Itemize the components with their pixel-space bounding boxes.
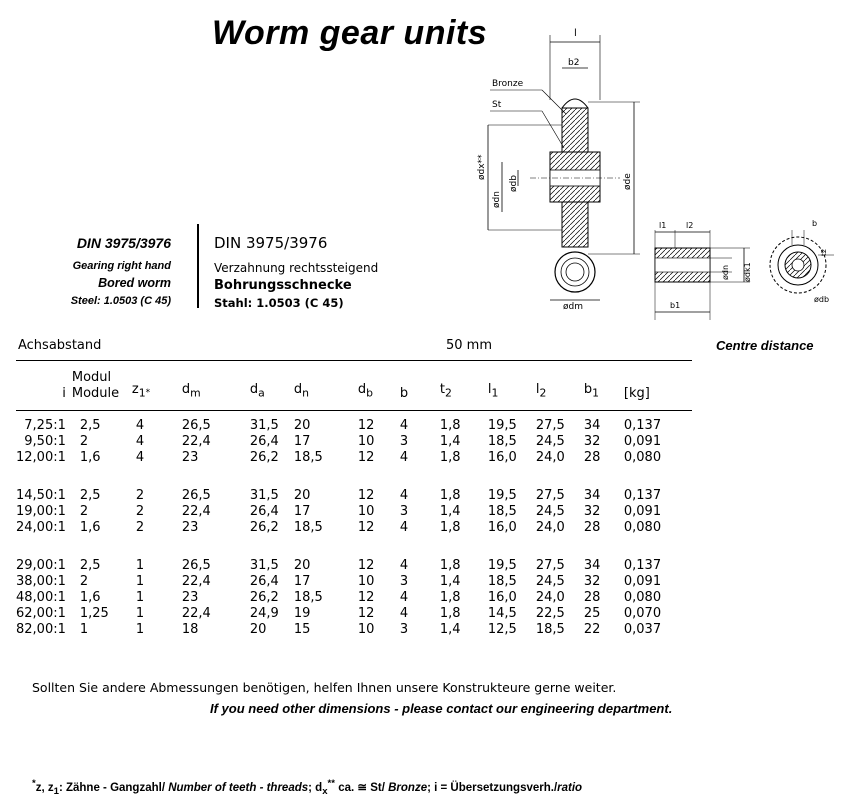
label-dn1: ødn <box>721 264 730 280</box>
table-cell: 17 <box>293 434 311 449</box>
table-cell: 1 <box>135 574 145 589</box>
table-cell: 2 <box>79 574 89 589</box>
table-row <box>16 418 678 434</box>
table-cell: 26,2 <box>249 590 279 605</box>
table-cell: 24,0 <box>535 590 565 605</box>
table-cell: 19,5 <box>487 488 517 503</box>
table-cell: 12 <box>357 606 375 621</box>
table-cell: 12 <box>357 418 375 433</box>
table-cell: 31,5 <box>249 558 279 573</box>
table-cell: 27,5 <box>535 558 565 573</box>
table-cell: 17 <box>293 504 311 519</box>
label-dk1: ødk1 <box>743 262 752 282</box>
label-l2: l2 <box>686 221 694 230</box>
table-cell: 31,5 <box>249 488 279 503</box>
table-cell: 4 <box>399 450 409 465</box>
label-db2: ødb <box>814 295 830 304</box>
col-t2: $t_2$ <box>439 382 452 400</box>
table-cell: 16,0 <box>487 520 517 535</box>
table-cell: 82,00:1 <box>16 622 66 637</box>
note-en: If you need other dimensions - please contact our engineering department. <box>210 701 673 716</box>
table-cell: 62,00:1 <box>16 606 66 621</box>
table-cell: 1,8 <box>439 606 461 621</box>
spec-en-product: Bored worm <box>98 276 171 290</box>
table-cell: 0,080 <box>623 590 662 605</box>
table-cell: 1,4 <box>439 434 461 449</box>
table-cell: 1,25 <box>79 606 109 621</box>
table-cell: 2,5 <box>79 558 101 573</box>
centre-distance-value: 50 mm <box>446 338 493 353</box>
table-cell: 9,50:1 <box>24 434 66 449</box>
table-cell: 12 <box>357 488 375 503</box>
table-cell: 26,4 <box>249 504 279 519</box>
label-st: St <box>492 100 502 110</box>
table-cell: 1 <box>79 622 89 637</box>
table-cell: 0,080 <box>623 520 662 535</box>
col-module: Modul Module <box>71 370 120 401</box>
table-header-row <box>16 368 678 402</box>
rule-header <box>16 410 692 411</box>
table-cell: 38,00:1 <box>16 574 66 589</box>
table-cell: 18,5 <box>293 450 323 465</box>
note-de: Sollten Sie andere Abmessungen benötigen, helfen Ihnen unsere Konstrukteure gerne weiter. <box>32 680 617 695</box>
table-cell: 23 <box>181 590 199 605</box>
table-cell: 12 <box>357 590 375 605</box>
divider-vertical <box>197 224 199 308</box>
table-cell: 12 <box>357 450 375 465</box>
label-b1: b1 <box>670 301 681 310</box>
spec-en-gearing: Gearing right hand <box>72 260 171 272</box>
table-row <box>16 558 678 574</box>
table-row <box>16 488 678 504</box>
table-cell: 10 <box>357 434 375 449</box>
table-cell: 4 <box>399 590 409 605</box>
table-cell: 26,2 <box>249 520 279 535</box>
table-cell: 19,5 <box>487 558 517 573</box>
table-cell: 26,5 <box>181 558 211 573</box>
label-db: ødb <box>509 175 519 192</box>
table-cell: 1 <box>135 558 145 573</box>
table-cell: 19 <box>293 606 311 621</box>
table-cell: 18,5 <box>293 520 323 535</box>
spec-de-standard: DIN 3975/3976 <box>214 234 328 252</box>
spec-en-standard: DIN 3975/3976 <box>76 235 171 251</box>
col-b: b <box>399 386 409 401</box>
table-cell: 48,00:1 <box>16 590 66 605</box>
table-cell: 3 <box>399 622 409 637</box>
table-cell: 34 <box>583 418 601 433</box>
col-l1: $l_1$ <box>487 382 499 400</box>
table-cell: 31,5 <box>249 418 279 433</box>
table-cell: 29,00:1 <box>16 558 66 573</box>
table-cell: 10 <box>357 622 375 637</box>
table-cell: 2 <box>135 520 145 535</box>
table-cell: 3 <box>399 574 409 589</box>
table-cell: 28 <box>583 520 601 535</box>
table-cell: 24,5 <box>535 504 565 519</box>
table-cell: 2 <box>79 504 89 519</box>
table-cell: 32 <box>583 574 601 589</box>
table-cell: 28 <box>583 590 601 605</box>
table-cell: 1,8 <box>439 590 461 605</box>
table-cell: 0,070 <box>623 606 662 621</box>
col-dm: $d_m$ <box>181 382 201 400</box>
table-cell: 18,5 <box>487 504 517 519</box>
table-cell: 1,8 <box>439 418 461 433</box>
table-cell: 26,5 <box>181 488 211 503</box>
centre-distance-label-de: Achsabstand <box>18 338 102 353</box>
table-cell: 7,25:1 <box>24 418 66 433</box>
table-cell: 16,0 <box>487 590 517 605</box>
table-cell: 1,6 <box>79 450 101 465</box>
table-cell: 4 <box>399 558 409 573</box>
label-l: l <box>574 28 577 39</box>
table-cell: 18,5 <box>535 622 565 637</box>
table-cell: 23 <box>181 450 199 465</box>
table-cell: 1,8 <box>439 558 461 573</box>
table-cell: 2 <box>79 434 89 449</box>
table-cell: 24,5 <box>535 574 565 589</box>
table-cell: 4 <box>399 488 409 503</box>
label-de: øde <box>623 173 633 190</box>
table-cell: 32 <box>583 434 601 449</box>
data-table <box>16 368 678 638</box>
table-cell: 4 <box>399 520 409 535</box>
table-cell: 1,4 <box>439 574 461 589</box>
table-cell: 15 <box>293 622 311 637</box>
table-cell: 4 <box>135 434 145 449</box>
label-t2: t2 <box>820 248 828 256</box>
table-cell: 20 <box>249 622 267 637</box>
spec-en-steel: Steel: 1.0503 (C 45) <box>70 295 171 307</box>
table-cell: 1,8 <box>439 488 461 503</box>
worm-gear-drawing <box>470 20 846 325</box>
table-row <box>16 434 678 450</box>
table-cell: 1 <box>135 606 145 621</box>
col-z1: $z_1*$ <box>131 382 151 400</box>
table-cell: 22,4 <box>181 574 211 589</box>
label-dm: ødm <box>563 302 583 312</box>
table-cell: 24,00:1 <box>16 520 66 535</box>
label-b: b <box>812 219 818 228</box>
table-cell: 27,5 <box>535 488 565 503</box>
table-cell: 25 <box>583 606 601 621</box>
table-cell: 18,5 <box>487 434 517 449</box>
table-cell: 2 <box>135 504 145 519</box>
table-cell: 26,5 <box>181 418 211 433</box>
table-cell: 22 <box>583 622 601 637</box>
page-title: Worm gear units <box>212 14 488 52</box>
table-cell: 0,091 <box>623 574 662 589</box>
col-i: i <box>62 386 66 401</box>
table-row <box>16 504 678 520</box>
table-cell: 4 <box>399 606 409 621</box>
table-cell: 1,6 <box>79 590 101 605</box>
table-cell: 1,6 <box>79 520 101 535</box>
table-cell: 4 <box>399 418 409 433</box>
table-row <box>16 622 678 638</box>
table-cell: 17 <box>293 574 311 589</box>
table-cell: 14,5 <box>487 606 517 621</box>
table-cell: 3 <box>399 504 409 519</box>
table-cell: 12,00:1 <box>16 450 66 465</box>
table-cell: 1,4 <box>439 622 461 637</box>
table-row <box>16 450 678 466</box>
table-cell: 20 <box>293 418 311 433</box>
table-cell: 24,9 <box>249 606 279 621</box>
label-b2: b2 <box>568 58 580 68</box>
label-l1: l1 <box>659 221 667 230</box>
table-cell: 19,00:1 <box>16 504 66 519</box>
col-da: $d_a$ <box>249 382 265 400</box>
label-bronze: Bronze <box>492 79 524 89</box>
table-cell: 1,8 <box>439 450 461 465</box>
table-cell: 12 <box>357 558 375 573</box>
table-cell: 24,0 <box>535 520 565 535</box>
table-cell: 18,5 <box>293 590 323 605</box>
col-db: $d_b$ <box>357 382 374 400</box>
table-cell: 18,5 <box>487 574 517 589</box>
rule-top <box>16 360 692 361</box>
table-cell: 4 <box>135 418 145 433</box>
table-cell: 4 <box>135 450 145 465</box>
table-cell: 22,4 <box>181 504 211 519</box>
col-l2: $l_2$ <box>535 382 547 400</box>
table-cell: 10 <box>357 574 375 589</box>
table-cell: 2 <box>135 488 145 503</box>
col-kg: [kg] <box>623 386 650 401</box>
table-cell: 0,091 <box>623 504 662 519</box>
label-dn: ødn <box>492 191 502 208</box>
centre-distance-label-en: Centre distance <box>716 338 814 353</box>
spec-de-steel: Stahl: 1.0503 (C 45) <box>214 296 344 310</box>
table-cell: 3 <box>399 434 409 449</box>
table-cell: 1 <box>135 622 145 637</box>
table-cell: 26,2 <box>249 450 279 465</box>
table-cell: 2,5 <box>79 418 101 433</box>
table-cell: 22,4 <box>181 434 211 449</box>
group-spacer <box>16 536 678 558</box>
table-cell: 19,5 <box>487 418 517 433</box>
group-spacer <box>16 466 678 488</box>
col-b1: $b_1$ <box>583 382 600 400</box>
table-cell: 0,137 <box>623 418 662 433</box>
table-cell: 10 <box>357 504 375 519</box>
table-cell: 26,4 <box>249 574 279 589</box>
table-cell: 0,091 <box>623 434 662 449</box>
table-cell: 20 <box>293 558 311 573</box>
table-row <box>16 574 678 590</box>
table-cell: 0,137 <box>623 558 662 573</box>
table-cell: 32 <box>583 504 601 519</box>
table-cell: 0,080 <box>623 450 662 465</box>
footnote: *z, $z_1$: Zähne - Gangzahl/ Number of teeth - threads; $d_x^{**}$ ca. ≅ St/ Bronze; i = Übersetzungsverh./ratio <box>32 778 583 798</box>
table-cell: 18 <box>181 622 199 637</box>
col-dn: $d_n$ <box>293 382 310 400</box>
table-row <box>16 606 678 622</box>
table-cell: 0,137 <box>623 488 662 503</box>
table-cell: 24,5 <box>535 434 565 449</box>
table-cell: 34 <box>583 488 601 503</box>
table-row <box>16 590 678 606</box>
table-cell: 28 <box>583 450 601 465</box>
table-cell: 34 <box>583 558 601 573</box>
table-cell: 12,5 <box>487 622 517 637</box>
table-cell: 20 <box>293 488 311 503</box>
table-cell: 12 <box>357 520 375 535</box>
spec-de-product: Bohrungsschnecke <box>214 278 352 293</box>
table-cell: 22,5 <box>535 606 565 621</box>
table-cell: 27,5 <box>535 418 565 433</box>
table-cell: 14,50:1 <box>16 488 66 503</box>
table-cell: 1 <box>135 590 145 605</box>
table-cell: 16,0 <box>487 450 517 465</box>
table-cell: 2,5 <box>79 488 101 503</box>
table-cell: 1,4 <box>439 504 461 519</box>
table-cell: 23 <box>181 520 199 535</box>
table-cell: 22,4 <box>181 606 211 621</box>
label-dx: ødx** <box>477 154 487 180</box>
table-cell: 0,037 <box>623 622 662 637</box>
table-row <box>16 520 678 536</box>
table-cell: 1,8 <box>439 520 461 535</box>
table-cell: 24,0 <box>535 450 565 465</box>
spec-de-gearing: Verzahnung rechtssteigend <box>214 261 379 275</box>
table-cell: 26,4 <box>249 434 279 449</box>
